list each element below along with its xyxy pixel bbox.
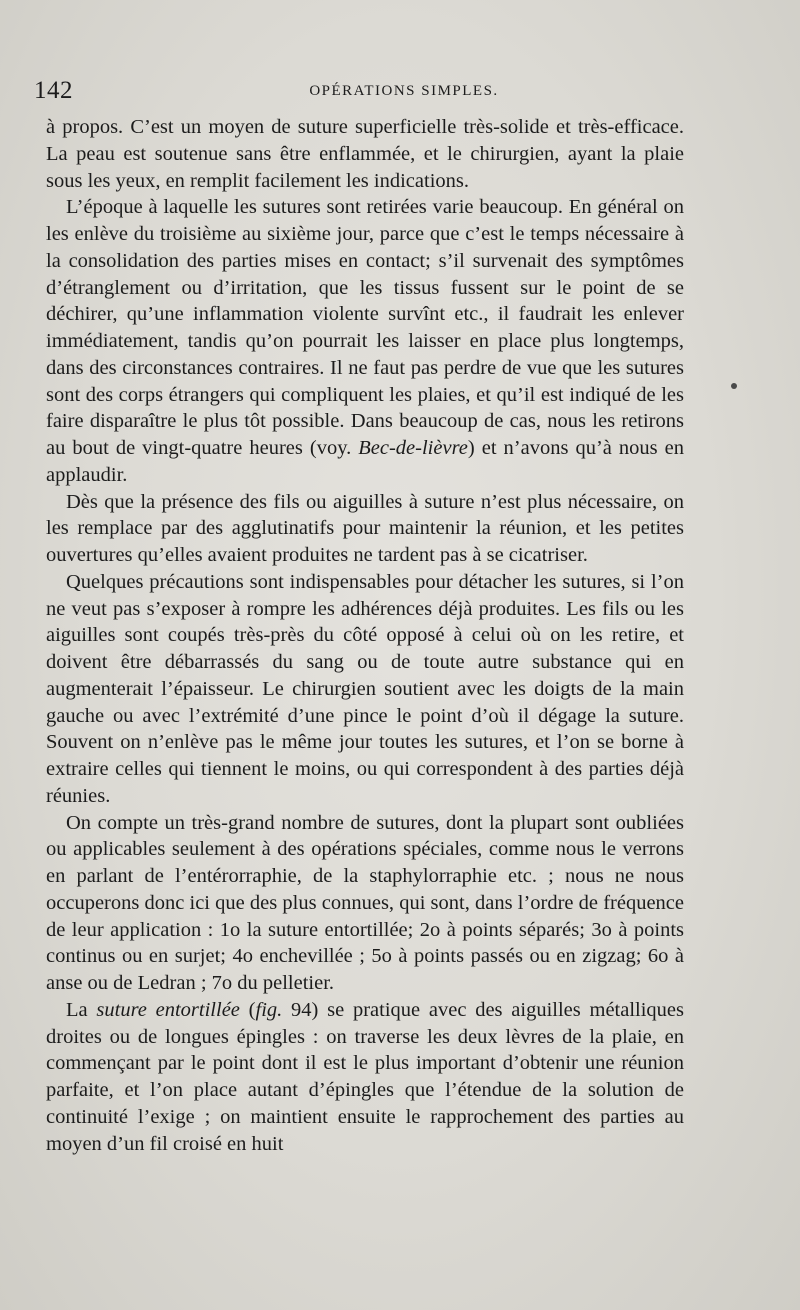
page-number: 142 (34, 77, 73, 104)
paragraph-4 (46, 569, 684, 810)
paragraph-6 (46, 997, 684, 1158)
paragraph-1 (46, 114, 684, 194)
page-header (34, 76, 754, 106)
paragraph-2-italic: Bec-de-lièvre (358, 437, 468, 459)
paragraph-5-text: On compte un très-grand nombre de sutures, dont la plupart sont oubliées ou applicables seulement à des opérations spéciales, comme nous le verrons en parlant de l’entérorraphie, de la staphylorraphie etc. ; nous ne nous occuperons donc ici que des plus connues, qui sont, dans l’ordre de fréquence de leur application : 1o la suture entortillée; 2o à points séparés; 3o à points continus ou en surjet; 4o enchevillée ; 5o à points passés ou en zigzag; 6o à anse ou de Ledran ; 7o du pelletier. (46, 811, 684, 994)
paragraph-3-text: Dès que la présence des fils ou aiguilles à suture n’est plus nécessaire, on les remplace par des agglutinatifs pour maintenir la réunion, et les petites ouvertures qu’elles avaient produites ne tardent pas à se cicatriser. (46, 490, 684, 566)
paragraph-6-middle: ( (239, 998, 256, 1021)
body-text (46, 114, 684, 1157)
paragraph-2-after: ) et n’avons qu’à nous en applaudir. (46, 437, 684, 486)
paragraph-3 (46, 489, 684, 569)
ink-speck (731, 383, 737, 389)
paragraph-2-text: L’époque à laquelle les sutures sont retirées varie beaucoup. En général on les enlève du troisième au sixième jour, parce que c’est le temps nécessaire à la consolidation des parties mises en contact; s’il survenait des symptômes d’étranglement ou d’irritation, que les tissus fussent sur le point de se déchirer, qu’une inflammation violente survînt etc., il faudrait les enlever immédiatement, tandis qu’on pourrait les laisser en place plus longtemps, dans des circonstances contraires. Il ne faut pas perdre de vue que les sutures sont des corps étrangers qui compliquent les plaies, et qu’il est indiqué de les faire disparaître le plus tôt possible. Dans beaucoup de cas, nous les retirons au bout de vingt-quatre heures (voy. (46, 196, 684, 459)
paragraph-4-text: Quelques précautions sont indispensables pour détacher les sutures, si l’on ne veut pas s’exposer à rompre les adhérences déjà produites. Les fils ou les aiguilles sont coupés très-près du côté opposé à celui où on les retire, et doivent être débarrassés du sang ou de toute autre substance qui en augmenterait l’épaisseur. Le chirurgien soutient avec les doigts de la main gauche ou avec l’extrémité d’une pince le point d’où il dégage la suture. Souvent on n’enlève pas le même jour toutes les sutures, et l’on se borne à extraire celles qui tiennent le moins, ou qui correspondent à des parties déjà réunies. (46, 570, 684, 807)
running-head: OPÉRATIONS SIMPLES. (309, 83, 499, 99)
paragraph-1-text: à propos. C’est un moyen de suture superficielle très-solide et très-efficace. La peau est soutenue sans être enflammée, et le chirurgien, ayant la plaie sous les yeux, en remplit facilement les indications. (46, 116, 684, 192)
paragraph-5 (46, 810, 684, 997)
paragraph-6-italic: suture entortillée (96, 998, 240, 1021)
paragraph-6-italic-fig: fig. (255, 998, 283, 1021)
paragraph-6-before: La (66, 998, 97, 1021)
paragraph-6-text: 94) se pratique avec des aiguilles métalliques droites ou de longues épingles : on traverse les deux lèvres de la plaie, en commençant par le point dont il est le plus important d’obtenir une réunion parfaite, et l’on place autant d’épingles que l’étendue de la solution de continuité l’exige ; on maintient ensuite le rapprochement des parties au moyen d’un fil croisé en huit (46, 998, 685, 1155)
paragraph-2 (46, 194, 684, 488)
